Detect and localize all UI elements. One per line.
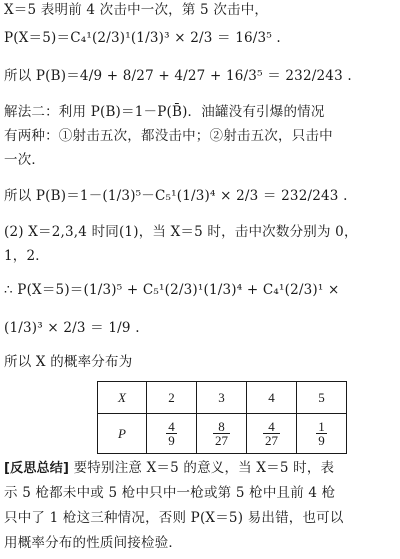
- reflection-line-3: 只中了 1 枪这三种情况，否则 P(X＝5) 易出错，也可以: [4, 510, 344, 526]
- fraction: [213, 420, 230, 447]
- text-line-3: 所以 P(B)＝4/9 + 8/27 + 4/27 + 16/3⁵ ＝ 232/243 .: [4, 68, 352, 84]
- table-cell-x-3: 3: [197, 382, 247, 414]
- fraction-denominator: 9: [318, 433, 325, 448]
- fraction-denominator: 27: [265, 433, 278, 448]
- fraction-numerator: 8: [213, 420, 230, 434]
- table-cell-x-5: 5: [297, 382, 347, 414]
- table-cell-p-3: [197, 414, 247, 454]
- table-header-p: P: [98, 414, 147, 454]
- fraction: [166, 420, 177, 447]
- fraction-denominator: 27: [215, 433, 228, 448]
- reflection-line-4: 用概率分布的性质间接检验．: [4, 535, 183, 551]
- text-line-4: 解法二：利用 P(B)＝1－P(B̄)．油罐没有引爆的情况: [4, 104, 325, 120]
- table-cell-x-4: 4: [247, 382, 297, 414]
- text-line-12: 所以 X 的概率分布为: [4, 354, 133, 370]
- reflection-line-2: 示 5 枪都未中或 5 枪中只中一枪或第 5 枪中且前 4 枪: [4, 485, 336, 501]
- table-row-p: [98, 414, 347, 454]
- fraction: [316, 420, 327, 447]
- text-line-5: 有两种：①射击五次，都没击中；②射击五次，只击中: [4, 128, 333, 144]
- text-line-2: P(X＝5)＝C₄¹(2/3)¹(1/3)³ × 2/3 ＝ 16/3⁵ .: [4, 30, 281, 46]
- reflection-text: 要特别注意 X＝5 的意义，当 X＝5 时，表: [73, 460, 335, 476]
- fraction: [263, 420, 280, 447]
- fraction-numerator: 1: [318, 419, 325, 434]
- text-line-10: ∴ P(X＝5)＝(1/3)⁵ + C₅¹(2/3)¹(1/3)⁴ + C₄¹(2/3)¹ ×: [4, 282, 340, 298]
- text-line-8: (2) X＝2,3,4 时同(1)，当 X＝5 时，击中次数分别为 0，: [4, 224, 358, 240]
- reflection-line-1: [4, 458, 398, 479]
- table-cell-p-2: [147, 414, 197, 454]
- fraction-numerator: 4: [168, 419, 175, 434]
- text-line-9: 1，2．: [4, 248, 49, 264]
- fraction-numerator: 4: [263, 420, 280, 434]
- table-row-x: [98, 382, 347, 414]
- probability-distribution-table: [97, 381, 347, 454]
- text-line-11: (1/3)³ × 2/3 ＝ 1/9 .: [4, 320, 140, 336]
- text-line-6: 一次．: [4, 152, 46, 168]
- table-cell-p-4: [247, 414, 297, 454]
- fraction-denominator: 9: [168, 433, 175, 448]
- reflection-tag: [反思总结]: [4, 461, 70, 476]
- table-cell-x-2: 2: [147, 382, 197, 414]
- text-line-7: 所以 P(B)＝1－(1/3)⁵－C₅¹(1/3)⁴ × 2/3 ＝ 232/243 .: [4, 188, 348, 204]
- table-cell-p-5: [297, 414, 347, 454]
- table-header-x: X: [98, 382, 147, 414]
- text-line-1: X＝5 表明前 4 次击中一次，第 5 次击中，: [4, 2, 269, 18]
